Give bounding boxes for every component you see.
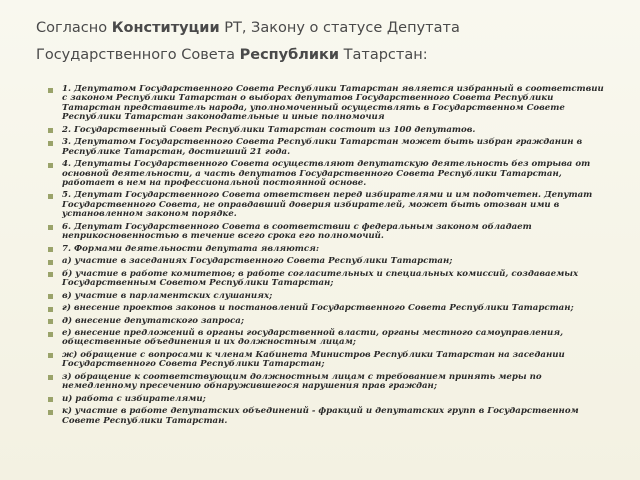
list-item: е) внесение предложений в органы государственной власти, органы местного самоуправления, общественные объединения и их должностным лицам; — [48, 329, 612, 348]
list-item: а) участие в заседаниях Государственного Совета Республики Татарстан; — [48, 257, 612, 266]
title-line2-a: Государственного Совета — [36, 47, 235, 63]
title-bold-republic: Республики — [239, 47, 340, 63]
list-item: 5. Депутат Государственного Совета ответствен перед избирателями и им подотчетен. Депутат Государственного Совета, не оправдавший доверия избирателей, может быть отозван ими в установленном законом порядке. — [48, 191, 612, 219]
list-item: 6. Депутат Государственного Совета в соответствии с федеральным законом обладает неприкосновенностью в течение всего срока его полномочий. — [48, 223, 612, 242]
list-item: и) работа с избирателями; — [48, 395, 612, 404]
provisions-list — [48, 85, 612, 429]
list-item: г) внесение проектов законов и постановлений Государственного Совета Республики Татарстан; — [48, 304, 612, 313]
list-item: 2. Государственный Совет Республики Татарстан состоит из 100 депутатов. — [48, 126, 612, 135]
title-mid: РТ, Закону о статусе Депутата — [224, 20, 460, 36]
list-item: 3. Депутатом Государственного Совета Республики Татарстан может быть избран гражданин в Республике Татарстан, достигший 21 года. — [48, 138, 612, 157]
list-item: з) обращение к соответствующим должностным лицам с требованием принять меры по немедленному пресечению обнаружившегося нарушения прав граждан; — [48, 373, 612, 392]
title-bold-constitution: Конституции — [111, 20, 220, 36]
list-item: 1. Депутатом Государственного Совета Республики Татарстан является избранный в соответствии с законом Республики Татарстан о выборах депутатов Государственного Совета Республики Татарстан представитель народа, уполномоченный осуществлять в Государственном Совете Республики Татарстан законодательные и иные полномочия — [48, 85, 612, 123]
title-prefix: Согласно — [36, 20, 108, 36]
list-item: ж) обращение с вопросами к членам Кабинета Министров Республики Татарстан на заседании Государственного Совета Республики Татарстан; — [48, 351, 612, 370]
list-item: к) участие в работе депутатских объединений - фракций и депутатских групп в Государственном Совете Республики Татарстан. — [48, 407, 612, 426]
slide-title — [36, 15, 616, 69]
list-item: в) участие в парламентских слушаниях; — [48, 292, 612, 301]
list-item: б) участие в работе комитетов; в работе согласительных и специальных комиссий, создаваемых Государственным Советом Республики Татарстан; — [48, 270, 612, 289]
list-item: 7. Формами деятельности депутата являются: — [48, 245, 612, 254]
list-item: д) внесение депутатского запроса; — [48, 317, 612, 326]
list-item: 4. Депутаты Государственного Совета осуществляют депутатскую деятельность без отрыва от основной деятельности, а часть депутатов Государственного Совета Республики Татарстан, работает в нем на профессиональной постоянной основе. — [48, 160, 612, 188]
title-line2-b: Татарстан: — [343, 47, 428, 63]
